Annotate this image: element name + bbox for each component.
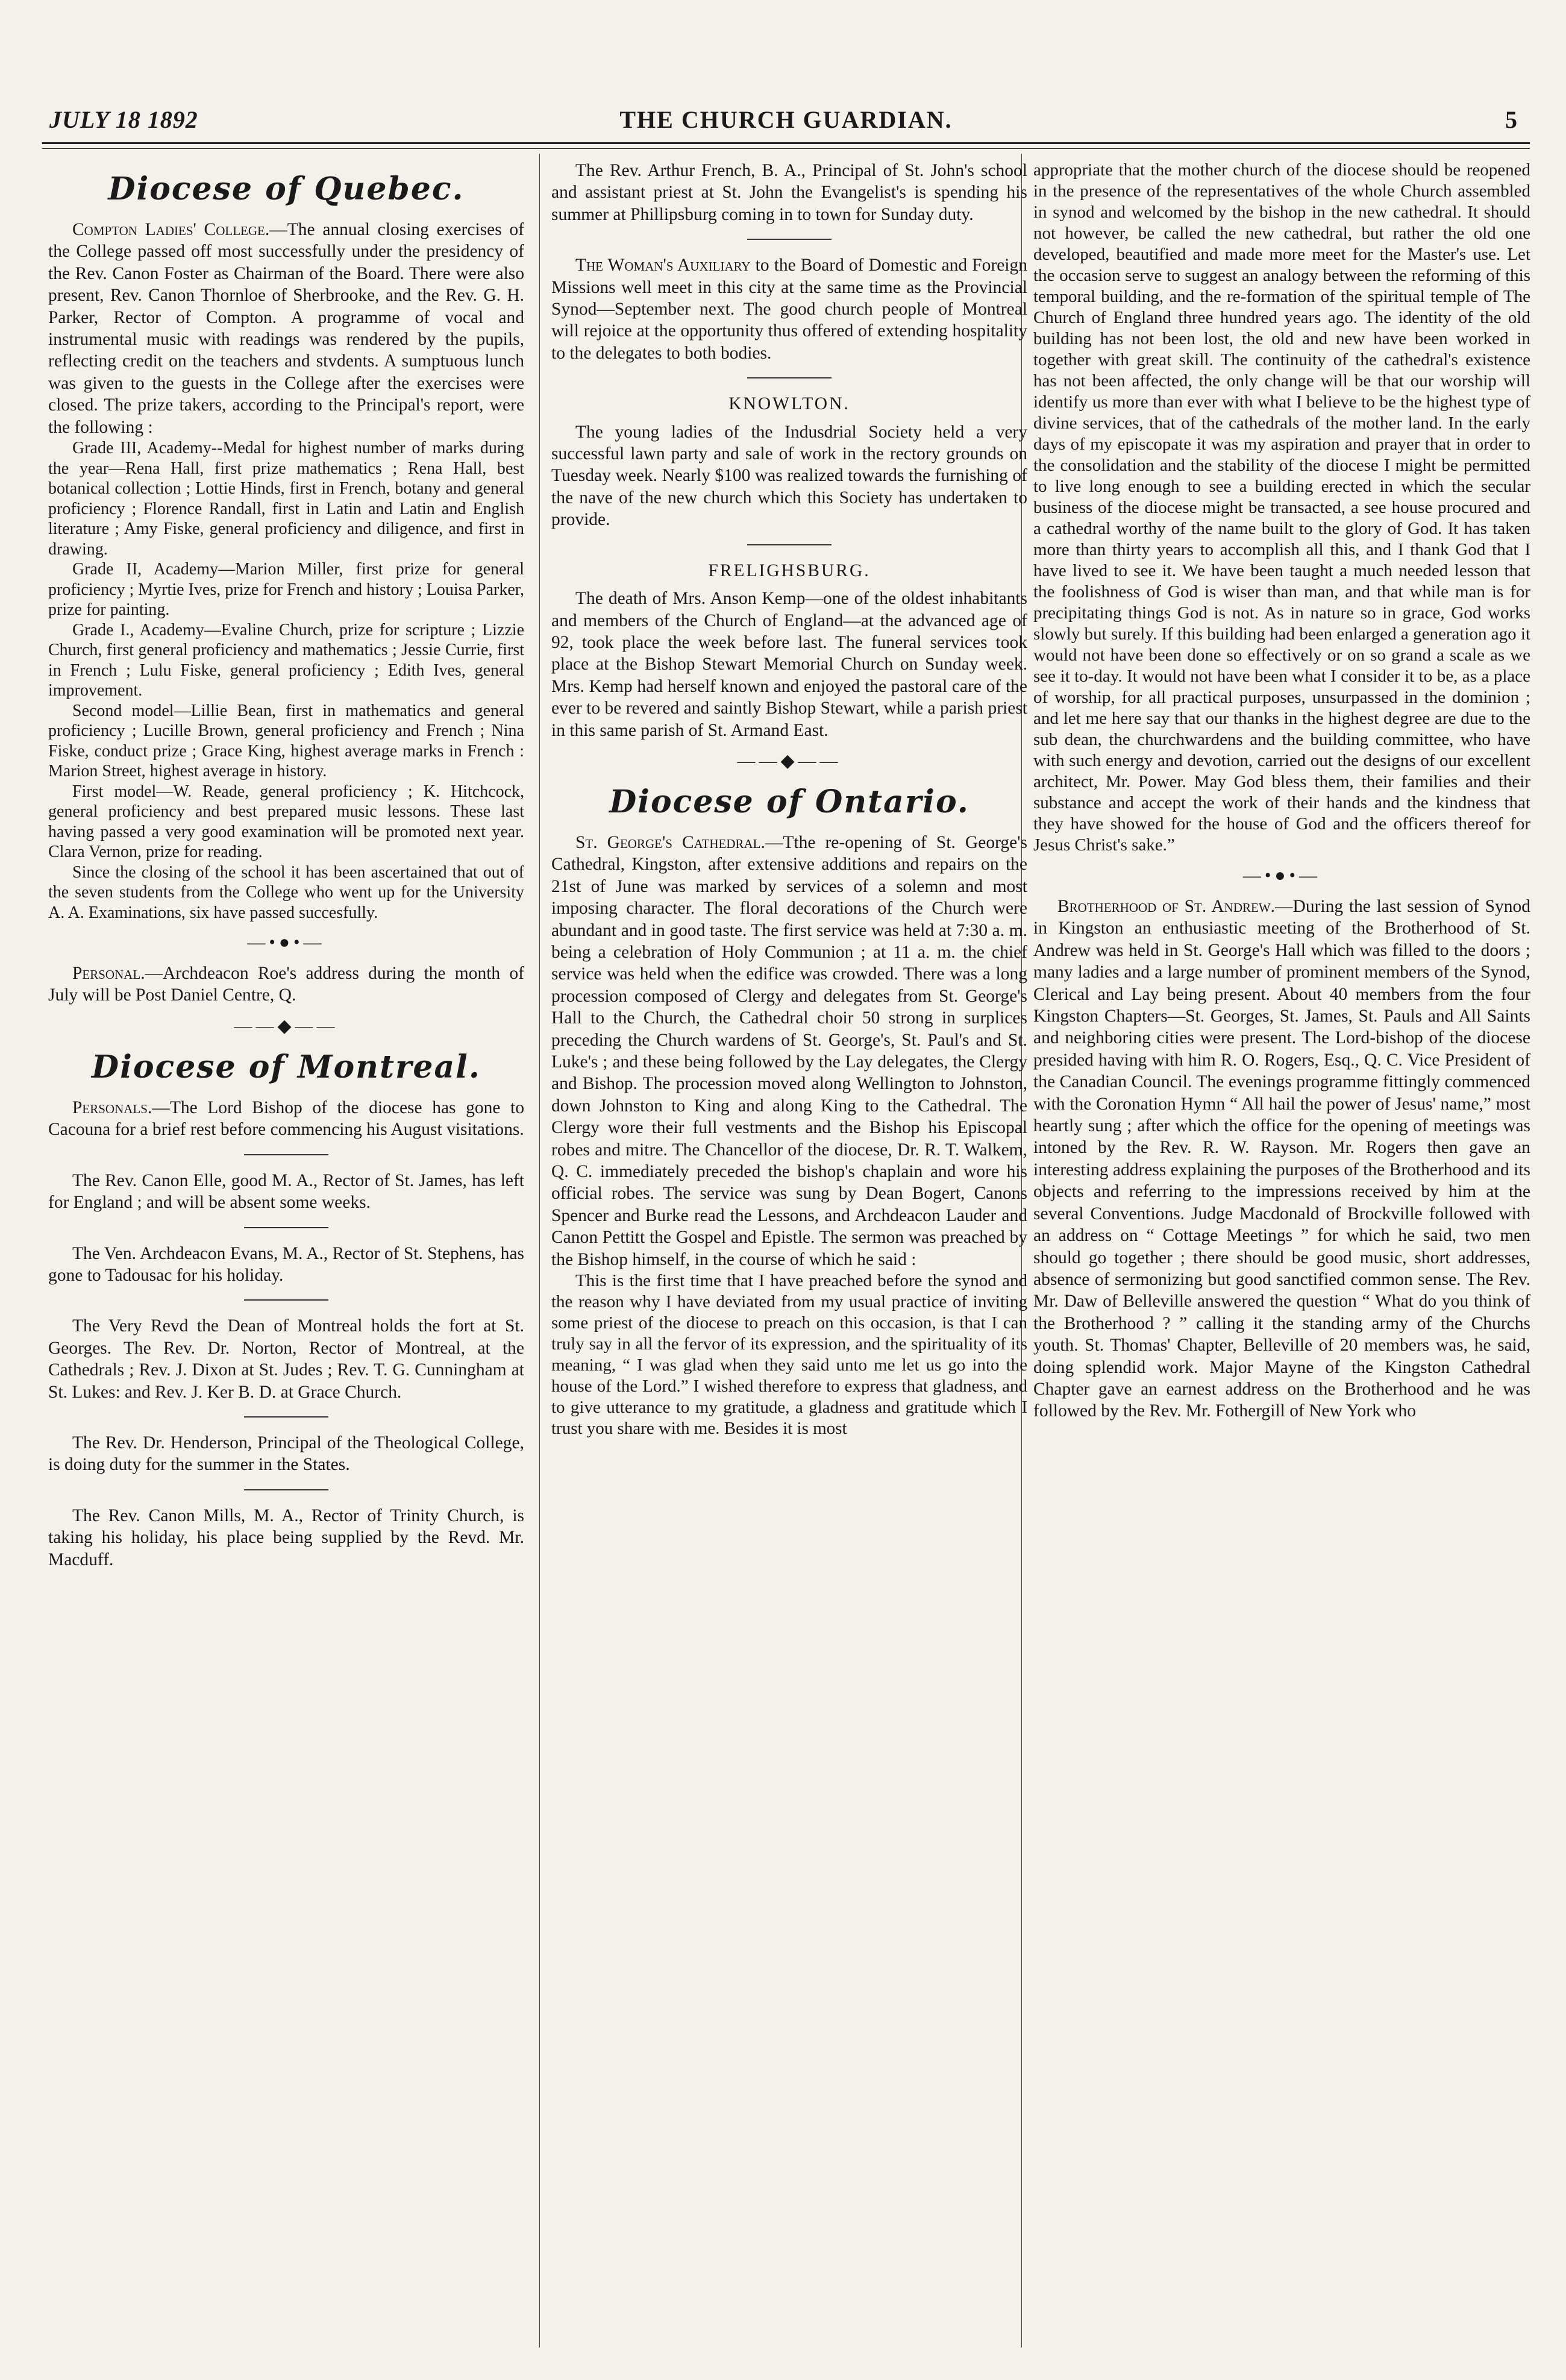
place-heading-frelighsburg: FRELIGHSBURG. [708, 560, 871, 580]
newspaper-title: THE CHURCH GUARDIAN. [619, 106, 953, 133]
prize-second-model: Second model—Lillie Bean, first in mathematics and general proficiency ; Lucille Brown, general proficiency and French ; Nina Fiske, conduct prize ; Grace King, highest average marks in French : Marion Street, highest average in history. [48, 701, 524, 781]
item-mills: The Rev. Canon Mills, M. A., Rector of Trinity Church, is taking his holiday, his place being supplied by the Revd. Mr. Macduff. [48, 1506, 524, 1569]
lead-compton: Compton Ladies' College. [72, 220, 270, 239]
place-heading-knowlton: KNOWLTON. [728, 394, 850, 414]
column-1 [48, 160, 524, 1571]
text-personals: —The Lord Bishop of the diocese has gone to Cacouna for a brief rest before commencing his August visitations. [48, 1097, 524, 1140]
separator-ornament: ——◆—— [234, 1016, 339, 1036]
sermon-continued: appropriate that the mother church of the diocese should be reopened in the presence of the representatives of the whole Church assembled in synod and welcomed by the bishop in the new cathedral. It should not however, be called the new cathedral, but rather the old one developed, beautified and made more meet for the Master's use. Let the occasion serve to suggest an analogy between the reforming of this temporal building, and the re-formation of the spiritual temple of The Church of England three hundred years ago. The identity of the old building has not been lost, the old and new have been worked in together with great skill. The continuity of the cathedral's existence has not been affected, the only change will be that our worship will identify us more than ever with what I believe to be the highest type of divine services, that of the cathedrals of the mother land. In the early days of my episcopate it was my aspiration and prayer that in order to the consolidation and the stability of the diocese I might be permitted to live long enough to see a building erected in which the secular business of the diocese might be transacted, a see house procured and a cathedral worthy of the name built to the glory of God. It has taken more than thirty years to accomplish all this, and I thank God that I have lived to see it. We have been taught a much needed lesson that the foolishness of God is wiser than man, and that while man is for precipitating things God is not. As in nature so in grace, God works slowly but surely. If this building had been enlarged a generation ago it would not have been done so effectively or on so grand a scale as we see it to-day. It would not have been what I consider it to be, as a place of worship, for all practical purposes, unsurpassed in the dominion ; and let me here say that our thanks in the highest degree are due to the sub dean, the churchwardens and the building committee, who have with such energy and devotion, carried out the designs of our excellent architect, Mr. Power. May God bless them, their families and their substance and accept the work of their hands and the kindness that they have showed for the house of God and the officers thereof for Jesus Christ's sake.” [1033, 160, 1530, 855]
column-2 [551, 160, 1027, 1439]
separator-rule [244, 1299, 328, 1301]
article-compton [48, 219, 524, 438]
prize-grade2: Grade II, Academy—Marion Miller, first prize for general proficiency ; Myrtie Ives, prize for French and history ; Louisa Parker, prize for painting. [48, 560, 524, 620]
article-cathedral [551, 832, 1027, 1270]
article-womans-auxiliary [551, 254, 1027, 364]
separator-ornament: —•●•— [1242, 865, 1321, 885]
lead-cathedral: St. George's Cathedral. [575, 832, 765, 852]
prize-first-model: First model—W. Reade, general proficiency ; K. Hitchcock, general proficiency and best prepared music lessons. These last having passed a very good examination will be promoted next year. Clara Vernon, prize for reading. [48, 782, 524, 862]
text-womans-auxiliary: to the Board of Domestic and Foreign Missions well meet in this city at the same time as the Provincial Synod—September next. The good church people of Montreal will rejoice at the opportunity thus offered of extending hospitality to the delegates to both bodies. [551, 256, 1027, 363]
section-heading-quebec: Diocese of Quebec. [108, 171, 465, 207]
article-frelighsburg: The death of Mrs. Anson Kemp—one of the oldest inhabitants and members of the Church of England—at the advanced age of 92, took place the week before last. The funeral services took place at the Bishop Stewart Memorial Church on Sunday week. Mrs. Kemp had herself known and enjoyed the pastoral care of the ever to be revered and saintly Bishop Stewart, while a parish priest in this same parish of St. Armand East. [551, 589, 1027, 740]
separator-ornament: —•●•— [247, 932, 325, 953]
article-knowlton: The young ladies of the Indusdrial Society held a very successful lawn party and sale of work in the rectory grounds on Tuesday week. Nearly $100 was realized towards the furnishing of the nave of the new church which this Society has undertaken to provide. [551, 422, 1027, 530]
prize-grade1: Grade I., Academy—Evaline Church, prize for scripture ; Lizzie Church, first general proficiency and mathematics ; Jessie Currie, first in French ; Lulu Fiske, general proficiency ; Edith Ives, general improvement. [48, 620, 524, 700]
lead-womans-auxiliary: The Woman's Auxiliary [575, 256, 751, 275]
text-personal: —Archdeacon Roe's address during the month of July will be Post Daniel Centre, Q. [48, 964, 524, 1005]
separator-ornament: ——◆—— [737, 750, 842, 771]
item-evans: The Ven. Archdeacon Evans, M. A., Rector of St. Stephens, has gone to Tadousac for his holiday. [48, 1243, 524, 1285]
item-french: The Rev. Arthur French, B. A., Principal of St. John's school and assistant priest at St. John the Evangelist's is spending his summer at Phillipsburg coming in to town for Sunday duty. [551, 161, 1027, 224]
section-heading-ontario: Diocese of Ontario. [609, 783, 969, 820]
item-henderson: The Rev. Dr. Henderson, Principal of the Theological College, is doing duty for the summer in the States. [48, 1433, 524, 1475]
article-personal [48, 962, 524, 1006]
lead-personals: Personals. [72, 1097, 152, 1117]
since-closing: Since the closing of the school it has been ascertained that out of the seven students from the College who went up for the University A. A. Examinations, six have passed succesfully. [48, 862, 524, 922]
text-compton: —The annual closing exercises of the College passed off most successfully under the presidency of the Rev. Canon Foster as Chairman of the Board. There were also present, Rev. Canon Thornloe of Sherbrooke, and the Rev. G. H. Parker, Rector of Compton. A programme of vocal and instrumental music with readings was rendered by the pupils, reflecting credit on the teachers and stvdents. A sumptuous lunch was given to the guests in the College after the exercises were closed. The prize takers, according to the Principal's report, were the following : [48, 220, 524, 437]
text-brotherhood: —During the last session of Synod in Kingston an enthusiastic meeting of the Brotherhood of St. Andrew was held in St. George's Hall which was filled to the doors ; many ladies and a large number of prominent members of the Synod, Clerical and Lay being present. About 40 members from the four Kingston Chapters—St. Georges, St. James, St. Pauls and All Saints and neighboring cities were present. The Lord-bishop of the diocese presided having with him R. O. Rogers, Esq., Q. C. Vice President of the Canadian Council. The evenings programme fittingly commenced with the Coronation Hymn “ All hail the power of Jesus' name,” most heartly sung ; after which the office for the opening of meetings was intoned by the Rev. R. W. Rayson. Mr. Rogers then gave an interesting address explaining the purposes of the Brotherhood and its objects and referring to the impressions received by him at the several Conventions. Judge Macdonald of Brockville followed with an address on “ Cottage Meetings ” for which he said, two men should go together ; there should be good music, short addresses, absence of sermonizing but good sanctified common sense. The Rev. Mr. Daw of Belleville answered the question “ What do you think of the Brotherhood ? ” calling it the standing army of the Churchs youth. St. Thomas' Chapter, Belleville of 20 members was, he said, doing splendid work. Major Mayne of the Kingston Cathedral Chapter gave an earnest address on the Brotherhood and he was followed by the Rev. Mr. Fothergill of New York who [1033, 897, 1531, 1421]
separator-rule [244, 1416, 328, 1418]
separator-rule [244, 1154, 328, 1155]
item-dean: The Very Revd the Dean of Montreal holds the fort at St. Georges. The Rev. Dr. Norton, Rector of Montreal, at the Cathedrals ; Rev. J. Dixon at St. Judes ; Rev. T. G. Cunningham at St. Lukes: and Rev. J. Ker B. D. at Grace Church. [48, 1316, 524, 1402]
lead-brotherhood: Brotherhood of St. Andrew. [1057, 897, 1276, 916]
prize-grade3: Grade III, Academy--Medal for highest number of marks during the year—Rena Hall, first prize mathematics ; Rena Hall, best botanical collection ; Lottie Hinds, first in French, botany and general proficiency ; Florence Randall, first in Latin and Latin and English literature ; Amy Fiske, general proficiency and diligence, and first in drawing. [48, 439, 524, 559]
header-rule [42, 142, 1530, 149]
lead-personal: Personal. [72, 964, 145, 984]
column-rule-1 [539, 154, 540, 2347]
separator-rule [747, 377, 832, 378]
section-heading-montreal: Diocese of Montreal. [92, 1048, 481, 1085]
separator-rule [244, 1489, 328, 1490]
page-header [42, 105, 1530, 142]
article-personals [48, 1097, 524, 1141]
sermon-quote: This is the first time that I have preached before the synod and the reason why I have deviated from my usual practice of inviting some priest of the diocese to preach on this occasion, is that I can truly say in all the fervor of its expression, and the spirituality of its meaning, “ I was glad when they said unto me let us go into the house of the Lord.” I wished therefore to express that gladness, and to give utterance to my gratitude, a gladness and gratitude which I trust you share with me. Besides it is most [551, 1271, 1027, 1439]
separator-rule [747, 239, 832, 240]
text-cathedral: —Tthe re-opening of St. George's Cathedral, Kingston, after extensive additions and repairs on the 21st of June was marked by services of a solemn and most imposing character. The floral decorations of the Church were abundant and in good taste. The first service was held at 7:30 a. m. being a celebration of Holy Communion ; at 11 a. m. the chief service was held when the edifice was crowded. There was a long procession composed of Clergy and delegates from St. George's Hall to the Church, the Cathedral choir 50 strong in surplices preceding the Church wardens of St. George's, St. Paul's and St. Luke's ; and these being followed by the Lay delegates, the Clergy and Bishop. The procession moved along Wellington to Johnston, down Johnston to King and along King to the Cathedral. The Clergy wore their full vestments and the Bishop his Episcopal robes and mitre. The Chancellor of the diocese, Dr. R. T. Walkem, Q. C. immediately preceded the bishop's chaplain and wore his official robes. The service was sung by Dean Bogert, Canons Spencer and Burke read the Lessons, and Archdeacon Lauder and Canon Pettitt the Gospel and Epistle. The sermon was preached by the Bishop himself, in the course of which he said : [551, 832, 1028, 1269]
separator-rule [747, 544, 832, 545]
column-3 [1033, 160, 1530, 1422]
article-brotherhood [1033, 896, 1530, 1422]
separator-rule [244, 1227, 328, 1228]
issue-date: JULY 18 1892 [49, 106, 198, 133]
page-number: 5 [1505, 106, 1518, 133]
item-elle: The Rev. Canon Elle, good M. A., Rector of St. James, has left for England ; and will be absent some weeks. [48, 1170, 524, 1213]
